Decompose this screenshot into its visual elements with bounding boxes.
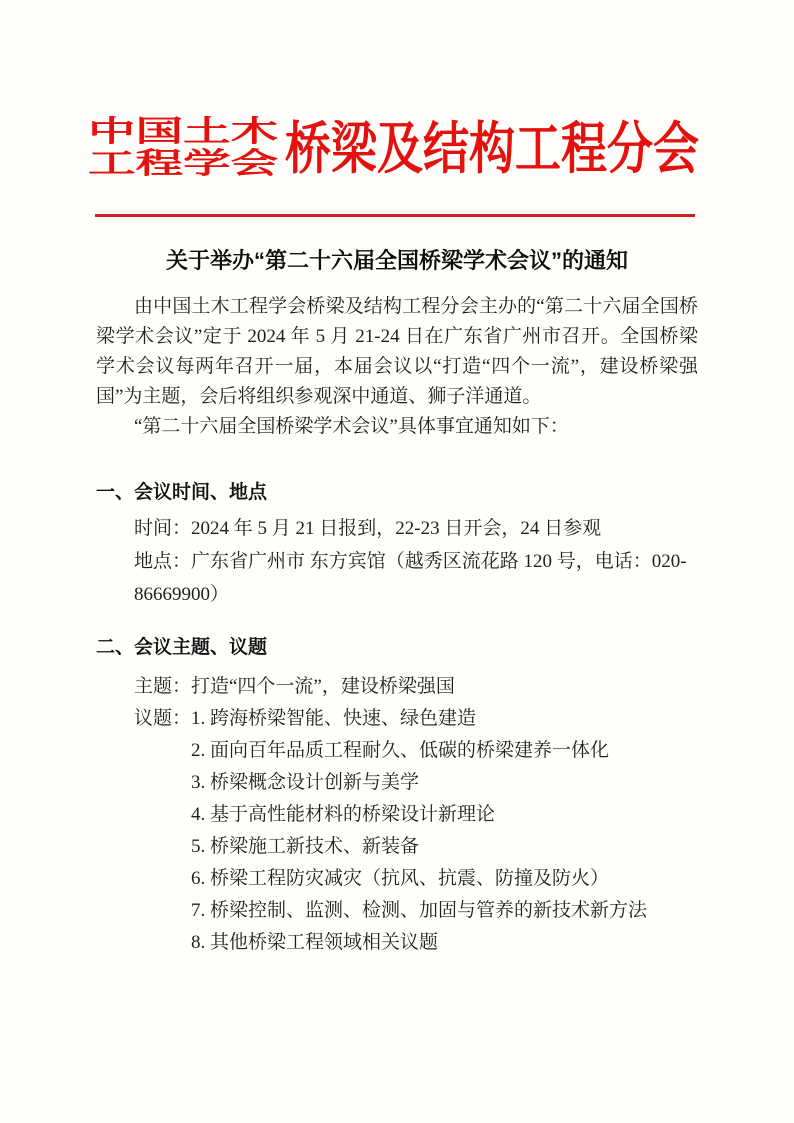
topic-item-8: 8. 其他桥梁工程领域相关议题 xyxy=(191,932,439,953)
branch-name: 桥梁及结构工程分会 xyxy=(285,117,699,180)
topic-item-4: 4. 基于高性能材料的桥梁设计新理论 xyxy=(191,804,496,825)
org-name xyxy=(88,116,285,180)
topics-label: 议题： xyxy=(134,708,192,729)
letterhead xyxy=(88,116,699,180)
intro-paragraph-1: 由中国土木工程学会桥梁及结构工程分会主办的“第二十六届全国桥梁学术会议”定于 2024 年 5 月 21-24 日在广东省广州市召开。全国桥梁学术会议每两年召开一届，本届会议以“打造“四个一流”，建设桥梁强国”为主题，会后将组织参观深中通道、狮子洋通道。 xyxy=(96,296,698,407)
intro-paragraph-2: “第二十六届全国桥梁学术会议”具体事宜通知如下： xyxy=(134,416,569,437)
section2-heading: 二、会议主题、议题 xyxy=(96,637,268,658)
notice-title: 关于举办“第二十六届全国桥梁学术会议”的通知 xyxy=(165,248,628,273)
topic-item-7: 7. 桥梁控制、监测、检测、加固与管养的新技术新方法 xyxy=(191,900,648,921)
red-divider-line xyxy=(95,214,695,217)
topic-item-2: 2. 面向百年品质工程耐久、低碳的桥梁建养一体化 xyxy=(191,740,610,761)
section1-heading: 一、会议时间、地点 xyxy=(96,482,268,503)
org-name-line1: 中国土木 xyxy=(88,116,279,148)
notice-body xyxy=(96,292,698,959)
meeting-time-line: 时间：2024 年 5 月 21 日报到，22-23 日开会，24 日参观 xyxy=(134,518,602,539)
meeting-place-line: 地点：广东省广州市 东方宾馆（越秀区流花路 120 号，电话：020-86669900） xyxy=(134,551,687,605)
topics-list xyxy=(191,703,647,959)
org-name-line2: 工程学会 xyxy=(88,148,279,180)
topic-item-3: 3. 桥梁概念设计创新与美学 xyxy=(191,772,420,793)
topic-item-6: 6. 桥梁工程防灾减灾（抗风、抗震、防撞及防火） xyxy=(191,868,610,889)
topic-item-5: 5. 桥梁施工新技术、新装备 xyxy=(191,836,420,857)
topic-item-1: 1. 跨海桥梁智能、快速、绿色建造 xyxy=(191,708,477,729)
theme-line: 主题：打造“四个一流”，建设桥梁强国 xyxy=(134,676,455,697)
topics-block xyxy=(96,703,698,959)
